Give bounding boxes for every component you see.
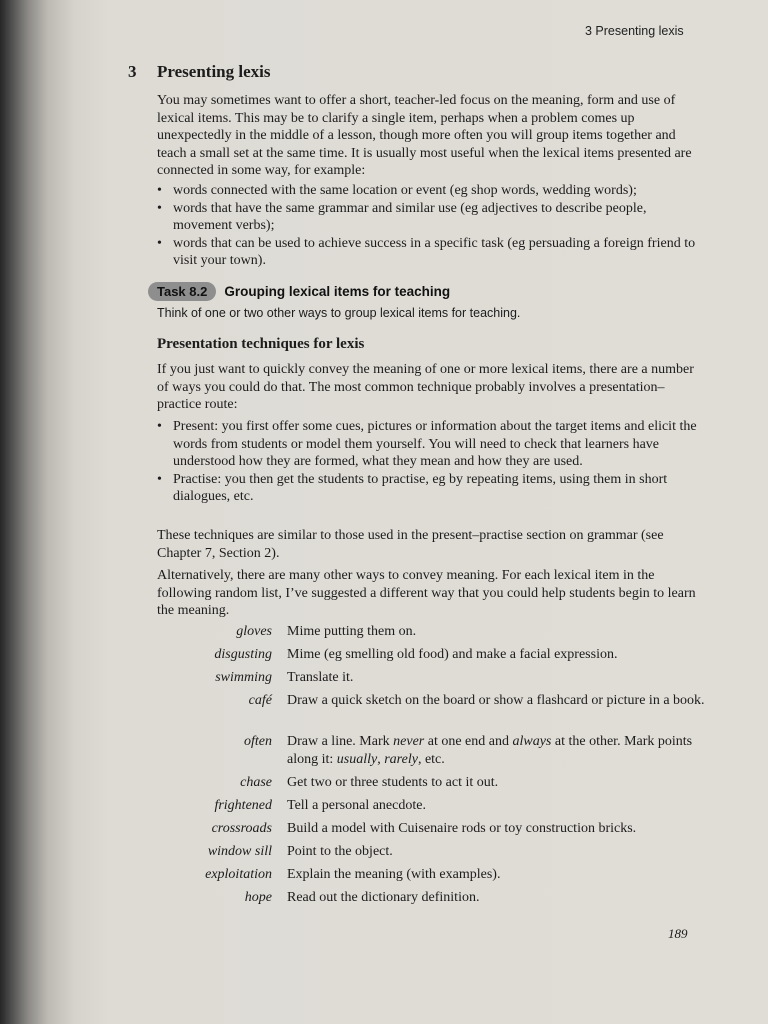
lexical-item-technique: Read out the dictionary definition. (287, 890, 480, 905)
list-item (150, 843, 710, 866)
list-item (150, 623, 710, 646)
lexical-item-word: hope (244, 890, 272, 905)
list-item (150, 733, 710, 774)
list-item: • words that can be used to achieve success in a specific task (eg persuading a foreign friend to visit your town). (157, 235, 696, 268)
list-item (150, 820, 710, 843)
lexical-item-technique: Draw a quick sketch on the board or show a flashcard or picture in a book. (287, 693, 705, 708)
lexical-items-list (150, 623, 710, 912)
list-item: • words that have the same grammar and similar use (eg adjectives to describe people, movement verbs); (157, 200, 647, 233)
lexical-item-word: café (248, 693, 272, 708)
lexical-item-word: frightened (214, 798, 272, 813)
lexical-item-technique: Draw a line. Mark never at one end and always at the other. Mark points along it: usually, rarely, etc. (287, 734, 693, 767)
list-item: • words connected with the same location or event (eg shop words, wedding words); (157, 183, 637, 198)
list-item (150, 866, 710, 889)
lexical-item-technique: Mime putting them on. (287, 624, 417, 639)
list-item (150, 889, 710, 912)
lexical-item-technique: Point to the object. (287, 844, 393, 859)
running-head: 3 Presenting lexis (585, 24, 684, 38)
task-header (148, 280, 450, 302)
grouping-examples-list (157, 182, 702, 270)
paragraph: Alternatively, there are many other ways to convey meaning. For each lexical item in the following random list, I’ve suggested a different way that you could help students begin to learn the meaning. (157, 568, 696, 618)
lexical-item-technique: Explain the meaning (with examples). (287, 867, 501, 882)
list-item (150, 774, 710, 797)
lexical-item-word: crossroads (211, 821, 272, 836)
lexical-item-word: exploitation (205, 867, 272, 882)
section-heading (128, 62, 270, 82)
list-item (150, 669, 710, 692)
lexical-item-technique: Translate it. (287, 670, 354, 685)
lexical-item-technique: Tell a personal anecdote. (287, 798, 426, 813)
lexical-item-word: swimming (215, 670, 272, 685)
list-item (150, 692, 710, 733)
lexical-item-technique: Mime (eg smelling old food) and make a facial expression. (287, 647, 618, 662)
lexical-item-word: gloves (236, 624, 272, 639)
lexical-item-word: often (244, 734, 272, 749)
lexical-item-word: window sill (207, 844, 272, 859)
lexical-item-word: chase (240, 775, 272, 790)
paragraph: These techniques are similar to those used in the present–practise section on grammar (see Chapter 7, Section 2). (157, 528, 664, 561)
task-instruction: Think of one or two other ways to group lexical items for teaching. (157, 306, 521, 320)
subheading: Presentation techniques for lexis (157, 336, 365, 352)
list-item: • Practise: you then get the students to practise, eg by repeating items, using them in short dialogues, etc. (157, 471, 668, 504)
list-item (150, 646, 710, 669)
list-item: • Present: you first offer some cues, pictures or information about the target items and elicit the words from students or model them yourself. You will need to check that learners have understood how they are formed, what they mean and how they are used. (157, 419, 697, 469)
list-item (150, 797, 710, 820)
task-title: Grouping lexical items for teaching (224, 283, 451, 299)
lexical-item-technique: Get two or three students to act it out. (287, 775, 499, 790)
intro-paragraph: You may sometimes want to offer a short, teacher-led focus on the meaning, form and use of lexical items. This may be to clarify a single item, perhaps when a problem comes up unexpectedly in the middle of a lesson, though more often you will group items together and teach a small set at the same time. It is usually most useful when the lexical items presented are connected in some way, for example: (157, 93, 692, 178)
section-number: 3 (128, 62, 137, 81)
lexical-item-technique: Build a model with Cuisenaire rods or toy construction bricks. (287, 821, 637, 836)
technique-steps-list (157, 418, 702, 506)
section-title: Presenting lexis (157, 62, 271, 81)
paragraph: If you just want to quickly convey the meaning of one or more lexical items, there are a number of ways you could do that. The most common technique probably involves a presentation–practice route: (157, 362, 694, 412)
page-number: 189 (668, 926, 688, 941)
lexical-item-word: disgusting (214, 647, 272, 662)
task-badge: Task 8.2 (148, 282, 216, 301)
